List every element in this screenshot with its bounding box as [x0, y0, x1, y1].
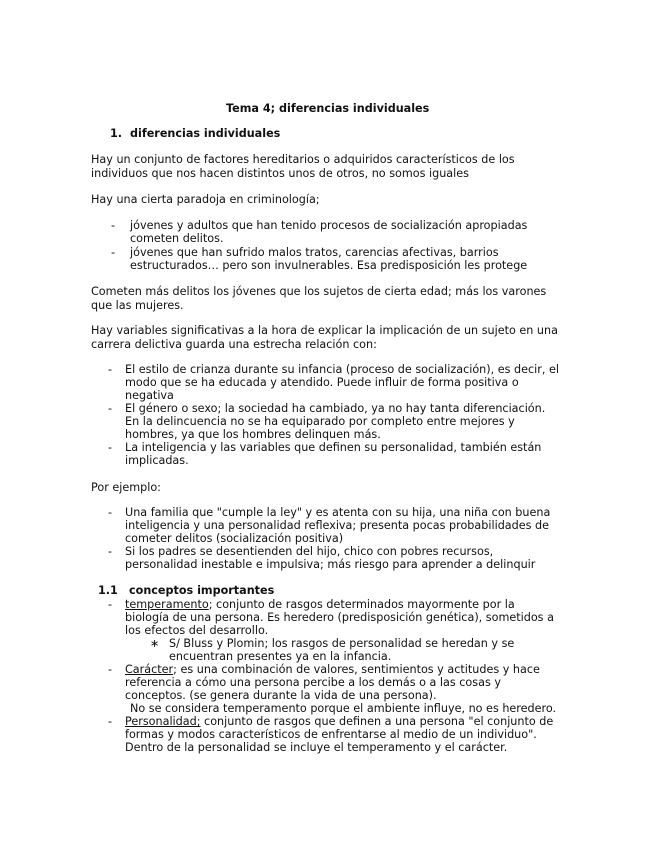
temperamento-term: temperamento	[125, 598, 209, 611]
personalidad-line-3: Dentro de la personalidad se incluye el temperamento y el carácter.	[125, 741, 508, 754]
paradox-item-2-line-2: estructurados… pero son invulnerables. Esa predisposición les protege	[130, 259, 528, 272]
paradox-item-2-line-1: jóvenes que han sufrido malos tratos, carencias afectivas, barrios	[130, 246, 499, 259]
temperamento-sub-line-1: S/ Bluss y Plomin; los rasgos de personalidad se heredan y se	[169, 637, 515, 650]
example-item-2-line-1: Si los padres se desentienden del hijo, chico con pobres recursos,	[125, 545, 494, 558]
temperamento-line-2: biología de una persona. Es heredero (predisposición genética), sometidos a	[125, 611, 554, 624]
list-dash: -	[108, 363, 113, 376]
list-dash: -	[108, 598, 113, 611]
personalidad-definition: conjunto de rasgos que definen a una persona "el conjunto de	[200, 715, 554, 728]
example-item-1-line-3: cometer delitos (socialización positiva)	[125, 532, 344, 545]
intro-line-2: individuos que nos hacen distintos unos de otros, no somos iguales	[91, 167, 469, 180]
paradox-item-1-line-1: jóvenes y adultos que han tenido procesos de socialización apropiadas	[130, 219, 528, 232]
paradox-item-1-line-2: cometen delitos.	[130, 232, 224, 245]
caracter-line-1	[125, 663, 540, 677]
list-dash: -	[108, 402, 113, 415]
crime-age-line-2: que las mujeres.	[91, 299, 184, 312]
caracter-line-2: referencia a cómo una persona percibe a los demás o a las cosas y	[125, 676, 501, 689]
variable-item-1-line-3: negativa	[125, 389, 174, 402]
example-item-2-line-2: personalidad inestable e impulsiva; más riesgo para aprender a delinquir	[125, 558, 536, 571]
caracter-note: No se considera temperamento porque el ambiente influye, no es heredero.	[130, 702, 557, 715]
personalidad-line-1	[125, 715, 553, 729]
section-1-1-number: 1.1	[98, 584, 118, 597]
temperamento-line-3: los efectos del desarrollo.	[125, 624, 269, 637]
sub-bullet-star: ∗	[150, 637, 160, 650]
temperamento-definition: ; conjunto de rasgos determinados mayormente por la	[208, 598, 515, 611]
list-dash: -	[108, 506, 113, 519]
variable-item-1-line-2: modo que se ha educada y atendido. Puede influir de forma positiva o	[125, 376, 519, 389]
list-dash: -	[111, 219, 116, 232]
paradox-paragraph: Hay una cierta paradoja en criminología;	[91, 193, 320, 206]
example-item-1-line-2: inteligencia y una personalidad reflexiva; presenta pocas probabilidades de	[125, 519, 550, 532]
section-1-1-heading: conceptos importantes	[129, 584, 275, 597]
list-dash: -	[108, 663, 113, 676]
intro-line-1: Hay un conjunto de factores hereditarios o adquiridos característicos de los	[91, 153, 515, 166]
variable-item-3-line-2: implicadas.	[125, 454, 189, 467]
variable-item-3-line-1: La inteligencia y las variables que definen su personalidad, también están	[125, 441, 542, 454]
example-item-1-line-1: Una familia que "cumple la ley" y es atenta con su hija, una niña con buena	[125, 506, 551, 519]
variable-item-2-line-3: hombres, ya que los hombres delinquen más.	[125, 428, 381, 441]
caracter-line-3: conceptos. (se genera durante la vida de una persona).	[125, 689, 437, 702]
crime-age-line-1: Cometen más delitos los jóvenes que los sujetos de cierta edad; más los varones	[91, 285, 547, 298]
variable-item-2-line-2: En la delincuencia no se ha equiparado por completo entre mejores y	[125, 415, 515, 428]
variable-item-1-line-1: El estilo de crianza durante su infancia (proceso de socialización), es decir, el	[125, 363, 559, 376]
list-dash: -	[108, 441, 113, 454]
section-1-number: 1.	[110, 127, 123, 140]
variables-intro-line-2: carrera delictiva guarda una estrecha relación con:	[91, 338, 377, 351]
caracter-term: Carácter	[125, 663, 174, 676]
temperamento-line-1	[125, 598, 515, 612]
list-dash: -	[111, 246, 116, 259]
list-dash: -	[108, 715, 113, 728]
variables-intro-line-1: Hay variables significativas a la hora de explicar la implicación de un sujeto en una	[91, 324, 558, 337]
personalidad-line-2: formas y modos característicos de enfrentarse al medio de un individuo".	[125, 728, 537, 741]
personalidad-term: Personalidad;	[125, 715, 201, 728]
list-dash: -	[108, 545, 113, 558]
temperamento-sub-line-2: encuentran presentes ya en la infancia.	[169, 650, 392, 663]
caracter-definition: ; es una combinación de valores, sentimientos y actitudes y hace	[173, 663, 540, 676]
section-1-heading: diferencias individuales	[130, 127, 281, 140]
variable-item-2-line-1: El género o sexo; la sociedad ha cambiado, ya no hay tanta diferenciación.	[125, 402, 546, 415]
example-label: Por ejemplo:	[91, 481, 161, 494]
document-title: Tema 4; diferencias individuales	[226, 102, 430, 115]
